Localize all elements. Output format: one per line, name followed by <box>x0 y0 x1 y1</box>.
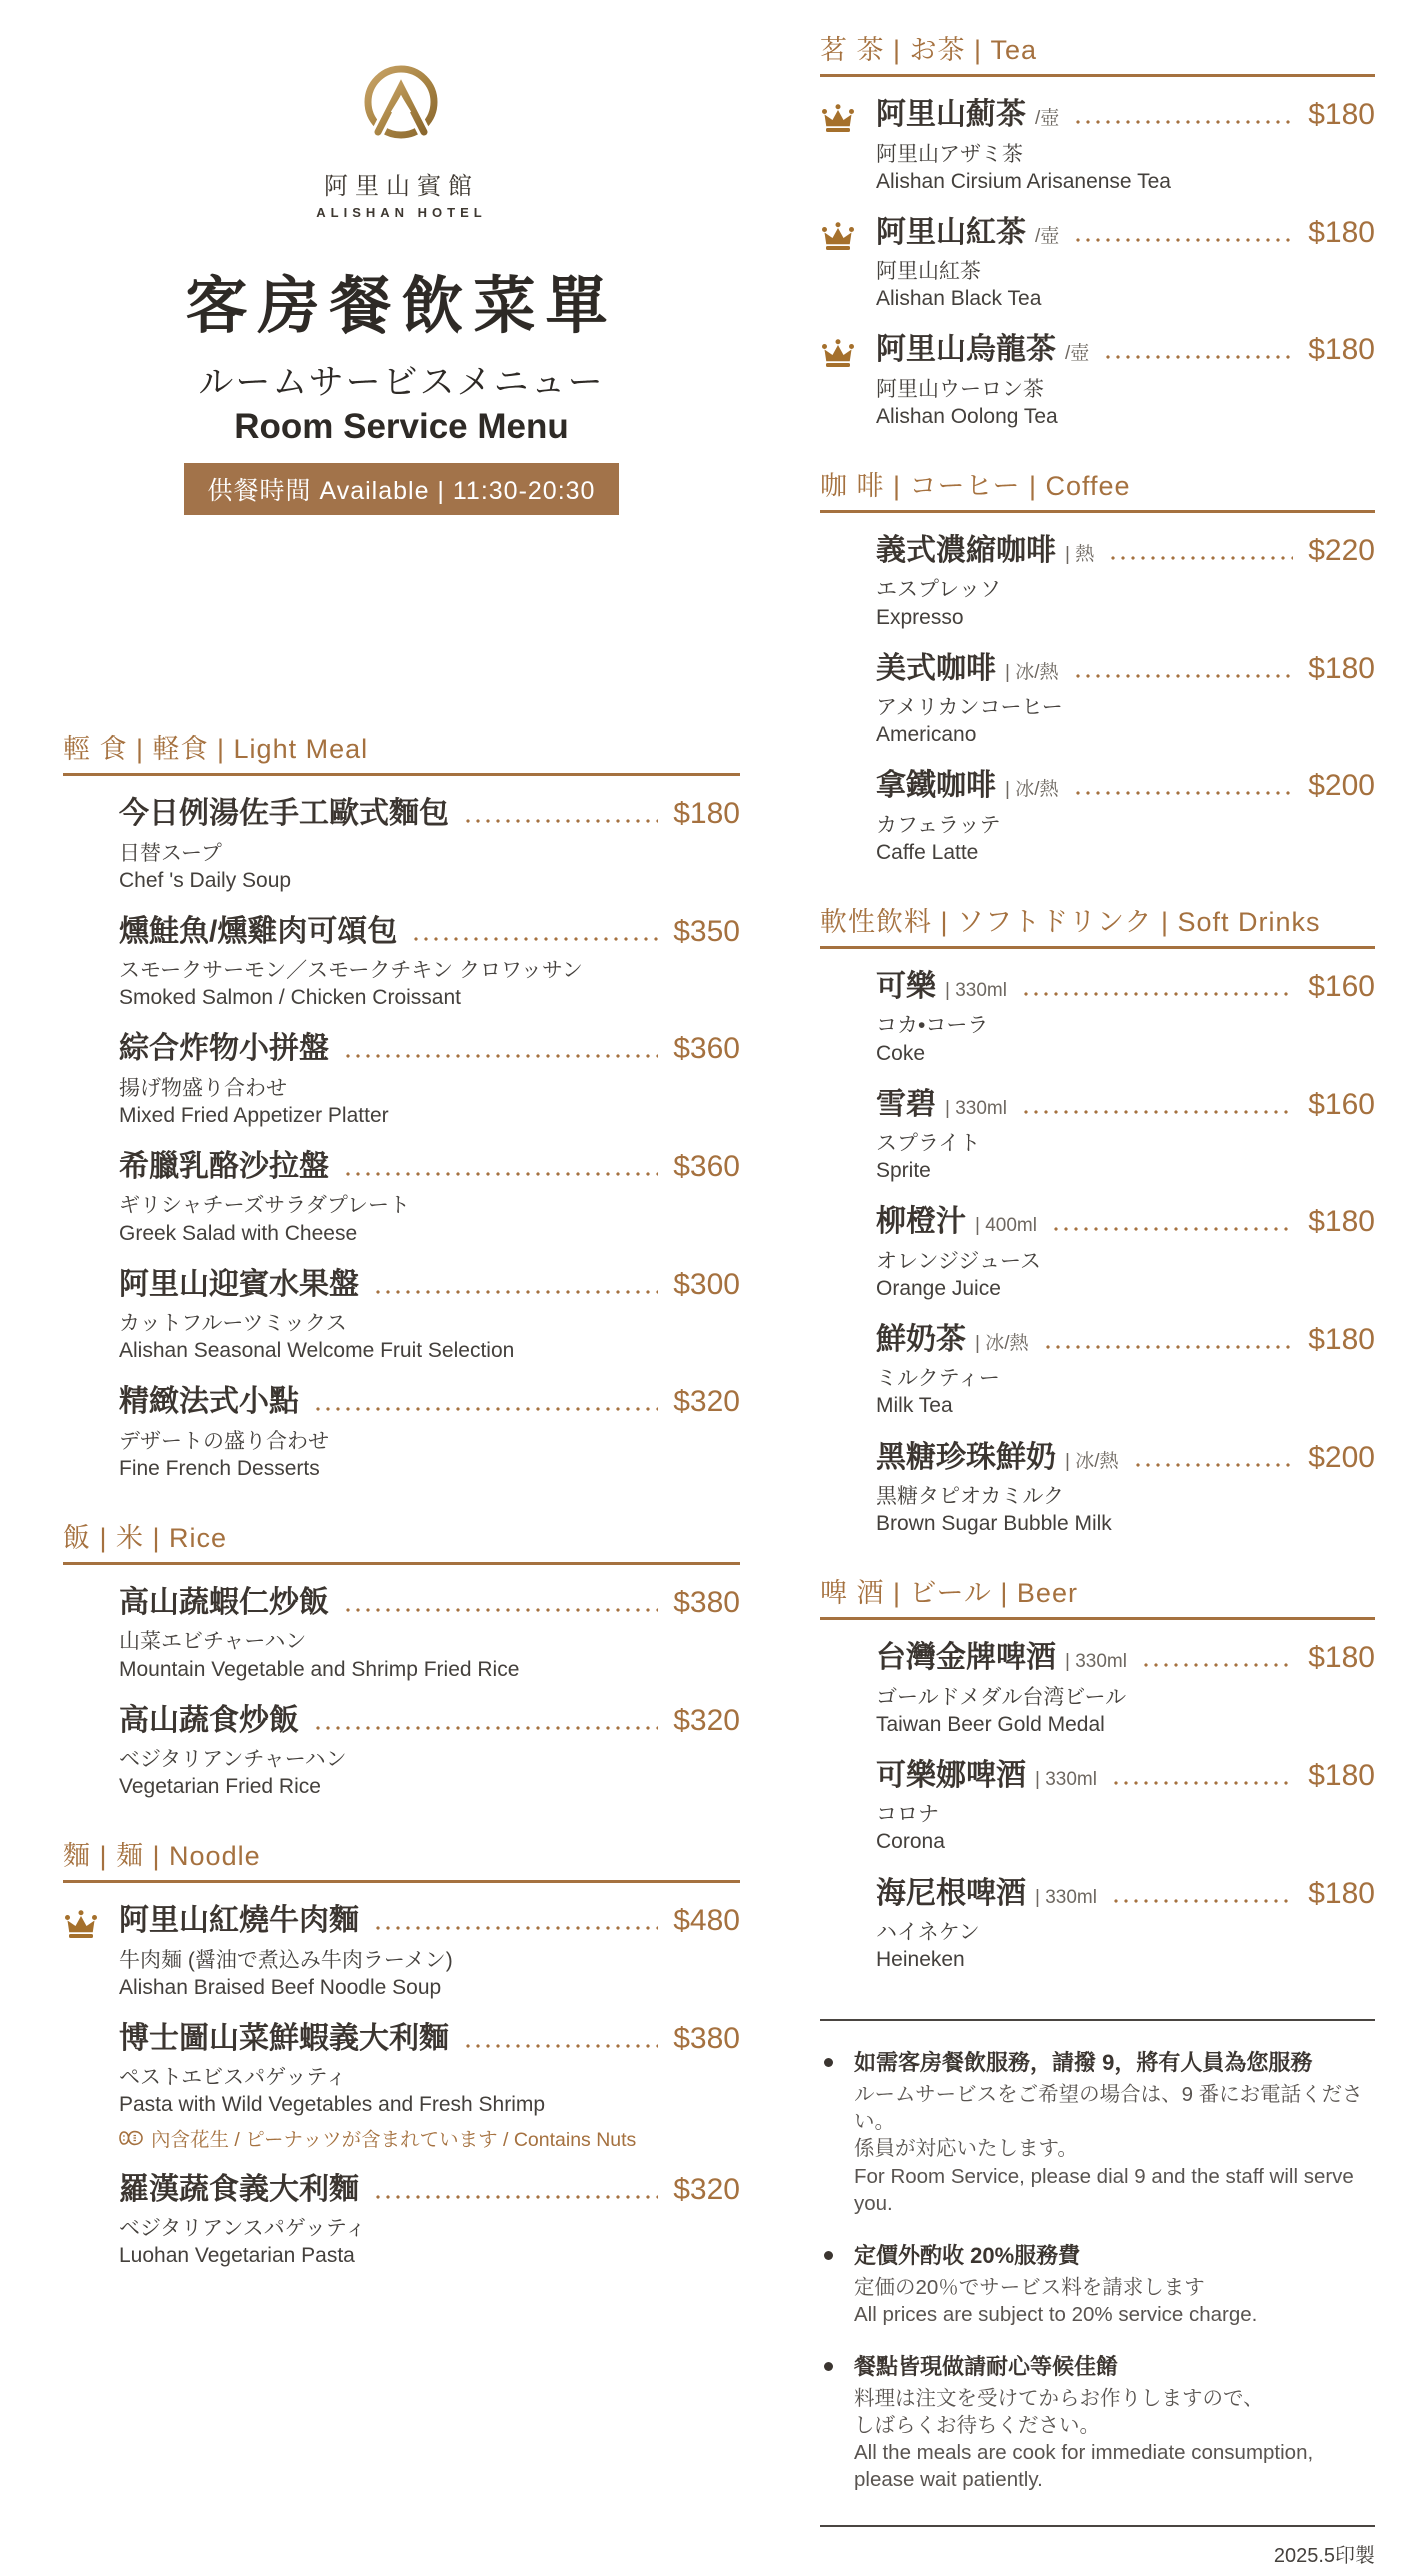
item-name-en: Greek Salad with Cheese <box>119 1221 358 1245</box>
item-name-ja: 阿里山アザミ茶 <box>876 142 1023 166</box>
item-indent <box>63 2173 119 2270</box>
item-title-row <box>119 1150 740 1185</box>
crown-icon <box>820 338 856 368</box>
item-name-ja: デザートの盛り合わせ <box>119 1429 329 1453</box>
item-name-ja: 阿里山ウーロン茶 <box>876 377 1044 401</box>
dotted-leader <box>313 1726 658 1730</box>
dotted-leader <box>1043 1345 1294 1349</box>
note-title-zh: 定價外酌收 20%服務費 <box>854 2243 1081 2269</box>
menu-item <box>820 1759 1375 1856</box>
item-name: 羅漢蔬食義大利麵 <box>119 2172 359 2206</box>
item-serving-suffix: | 冰/熱 <box>975 1332 1029 1354</box>
dotted-leader <box>463 819 658 823</box>
item-indent <box>63 1150 119 1247</box>
item-serving-suffix: | 冰/熱 <box>1005 661 1059 683</box>
item-name-ja: 黒糖タピオカミルク <box>876 1485 1064 1509</box>
note-line: 係員が対応いたします。 <box>854 2137 1078 2161</box>
item-title-row <box>876 216 1375 251</box>
item-body <box>119 2022 740 2152</box>
item-title-row <box>119 2022 740 2057</box>
item-name: 阿里山紅茶 <box>876 215 1026 249</box>
item-serving-suffix: /壺 <box>1035 225 1060 247</box>
right-sections <box>820 28 1375 1973</box>
item-name: 綜合炸物小拼盤 <box>119 1032 329 1066</box>
dotted-leader <box>373 1926 658 1930</box>
item-price: $180 <box>1308 651 1375 685</box>
item-name: 美式咖啡 <box>876 651 996 685</box>
item-price: $380 <box>673 2021 740 2055</box>
item-name: 阿里山薊茶 <box>876 98 1026 131</box>
allergy-note-text: 內含花生 / ピーナッツが含まれています / Contains Nuts <box>151 2128 637 2151</box>
dotted-leader <box>1021 992 1293 996</box>
item-title-row <box>876 1759 1375 1794</box>
section-title: 咖 啡 | コーヒー | Coffee <box>820 464 1375 513</box>
menu-item <box>63 1268 740 1365</box>
item-body <box>119 1385 740 1482</box>
item-name-en: Milk Tea <box>876 1394 953 1418</box>
item-indent <box>63 1385 119 1482</box>
item-indent <box>63 1268 119 1365</box>
signature-crown-slot <box>63 1904 119 2001</box>
item-name-en: Fine French Desserts <box>119 1456 320 1480</box>
item-title-row <box>876 1441 1375 1476</box>
item-name-en: Smoked Salmon / Chicken Croissant <box>119 986 461 1010</box>
item-name: 柳橙汁 <box>876 1205 966 1239</box>
item-body <box>876 652 1375 749</box>
item-indent <box>820 1441 876 1538</box>
item-name: 高山蔬蝦仁炒飯 <box>119 1585 329 1619</box>
menu-item <box>820 1088 1375 1185</box>
item-name: 可樂 <box>876 969 936 1003</box>
menu-item <box>820 769 1375 866</box>
item-name-ja: ベジタリアンチャーハン <box>119 1748 347 1772</box>
item-body <box>876 1323 1375 1420</box>
item-name-ja: コロナ <box>876 1803 939 1827</box>
item-body <box>876 769 1375 866</box>
mountain-ring-logo-icon <box>349 56 453 160</box>
item-name: 阿里山烏龍茶 <box>876 333 1056 367</box>
item-title-row <box>119 1704 740 1739</box>
dotted-leader <box>1051 1227 1293 1231</box>
item-name-ja: 日替スープ <box>119 841 222 865</box>
menu-section <box>820 464 1375 866</box>
item-name-en: Corona <box>876 1830 945 1854</box>
signature-crown-slot <box>820 98 876 195</box>
dotted-leader <box>343 1054 658 1058</box>
item-body <box>119 1904 740 2001</box>
item-price: $220 <box>1308 533 1375 567</box>
item-price: $200 <box>1308 769 1375 803</box>
menu-item <box>820 1205 1375 1302</box>
item-indent <box>63 797 119 894</box>
note-line: 定価の20％でサービス料を請求します <box>854 2275 1205 2299</box>
item-indent <box>820 1759 876 1856</box>
print-date: 2025.5印製 <box>1273 2544 1375 2567</box>
brand-name-zh: 阿里山賓館 <box>323 173 479 200</box>
item-title-row <box>876 1088 1375 1123</box>
dotted-leader <box>313 1407 658 1411</box>
bullet-icon <box>824 2353 854 2494</box>
item-body <box>119 1268 740 1365</box>
item-name: 博士圖山菜鮮蝦義大利麵 <box>119 2021 449 2055</box>
item-name: 拿鐵咖啡 <box>876 769 996 803</box>
item-serving-suffix: /壺 <box>1065 343 1090 365</box>
menu-item <box>63 1385 740 1482</box>
item-name-ja: コカ•コーラ <box>876 1014 989 1038</box>
item-name-ja: ゴールドメダル台湾ビール <box>876 1685 1127 1709</box>
item-name-ja: 牛肉麺 (醤油で煮込み牛肉ラーメン) <box>119 1948 453 1972</box>
item-serving-suffix: | 400ml <box>975 1215 1037 1237</box>
item-indent <box>820 970 876 1067</box>
item-name-en: Mixed Fried Appetizer Platter <box>119 1103 389 1127</box>
dotted-leader <box>1073 791 1294 795</box>
item-indent <box>63 1586 119 1683</box>
item-name: 鮮奶茶 <box>876 1322 966 1356</box>
item-indent <box>63 1032 119 1129</box>
item-indent <box>820 652 876 749</box>
available-hours-banner: 供餐時間 Available | 11:30-20:30 <box>184 463 620 515</box>
service-notes <box>820 2019 1375 2527</box>
item-body <box>119 1032 740 1129</box>
item-name: 精緻法式小點 <box>119 1385 299 1419</box>
item-title-row <box>876 1877 1375 1912</box>
item-name-ja: 阿里山紅茶 <box>876 260 981 284</box>
note-title-zh: 餐點皆現做請耐心等候佳餚 <box>854 2354 1119 2380</box>
menu-item <box>63 1150 740 1247</box>
crown-icon <box>820 221 856 251</box>
item-title-row <box>876 534 1375 569</box>
item-title-row <box>876 652 1375 687</box>
menu-section <box>820 28 1375 430</box>
allergy-note <box>119 2124 740 2152</box>
dotted-leader <box>373 2195 658 2199</box>
page-title-zh: 客房餐飲菜單 <box>185 272 618 341</box>
item-name-ja: ベジタリアンスパゲッティ <box>119 2217 367 2241</box>
item-name-en: Coke <box>876 1041 926 1065</box>
menu-item <box>820 333 1375 430</box>
note-item <box>824 2353 1371 2494</box>
item-serving-suffix: | 330ml <box>1035 1886 1097 1908</box>
item-serving-suffix: | 冰/熱 <box>1065 1450 1119 1472</box>
item-body <box>876 216 1375 313</box>
item-price: $480 <box>673 1904 740 1938</box>
menu-item <box>63 1904 740 2001</box>
menu-header <box>63 0 740 515</box>
item-serving-suffix: | 330ml <box>945 979 1007 1001</box>
menu-item <box>63 1586 740 1683</box>
item-name-ja: スプライト <box>876 1132 981 1156</box>
item-price: $360 <box>673 1149 740 1183</box>
item-title-row <box>119 1904 740 1939</box>
item-body <box>119 1586 740 1683</box>
section-title: 軟性飲料 | ソフトドリンク | Soft Drinks <box>820 900 1375 949</box>
item-price: $380 <box>673 1585 740 1619</box>
note-title-zh: 如需客房餐飲服務，請撥 9，將有人員為您服務 <box>854 2050 1313 2076</box>
dotted-leader <box>411 937 658 941</box>
dotted-leader <box>1111 1899 1293 1903</box>
item-indent <box>820 1323 876 1420</box>
item-name-en: Brown Sugar Bubble Milk <box>876 1512 1112 1536</box>
item-body <box>876 534 1375 631</box>
menu-item <box>820 216 1375 313</box>
item-name-en: Chef 's Daily Soup <box>119 868 292 892</box>
crown-icon <box>820 103 856 133</box>
dotted-leader <box>1133 1463 1294 1467</box>
item-price: $180 <box>1308 1876 1375 1910</box>
item-name: 可樂娜啤酒 <box>876 1758 1026 1792</box>
dotted-leader <box>343 1608 658 1612</box>
dotted-leader <box>1073 238 1293 242</box>
item-serving-suffix: /壺 <box>1035 108 1060 129</box>
item-serving-suffix: | 熱 <box>1065 543 1095 565</box>
item-name-en: Alishan Black Tea <box>876 287 1042 311</box>
item-title-row <box>119 797 740 832</box>
item-price: $180 <box>673 797 740 830</box>
item-name-en: Alishan Braised Beef Noodle Soup <box>119 1975 442 1999</box>
item-price: $160 <box>1308 1087 1375 1121</box>
item-name-ja: ギリシャチーズサラダプレート <box>119 1194 411 1218</box>
menu-section <box>820 900 1375 1537</box>
note-line: All prices are subject to 20% service charge. <box>854 2302 1258 2326</box>
item-name-en: Alishan Seasonal Welcome Fruit Selection <box>119 1339 515 1363</box>
page-title-ja: ルームサービスメニュー <box>198 363 605 402</box>
item-body <box>119 1150 740 1247</box>
item-price: $180 <box>1308 1641 1375 1675</box>
item-name-en: Expresso <box>876 605 964 629</box>
item-price: $320 <box>673 1703 740 1737</box>
item-name-en: Taiwan Beer Gold Medal <box>876 1712 1105 1736</box>
item-body <box>119 797 740 894</box>
item-name-ja: エスプレッソ <box>876 578 1001 602</box>
item-title-row <box>876 1641 1375 1676</box>
item-price: $320 <box>673 1385 740 1419</box>
note-line: please wait patiently. <box>854 2468 1043 2492</box>
item-price: $180 <box>1308 1205 1375 1239</box>
item-name: 高山蔬食炒飯 <box>119 1703 299 1737</box>
item-body <box>119 915 740 1012</box>
menu-item <box>63 2173 740 2270</box>
item-name-ja: ペストエビスパゲッティ <box>119 2066 347 2090</box>
item-title-row <box>119 1586 740 1621</box>
item-name: 雪碧 <box>876 1087 936 1121</box>
item-price: $180 <box>1308 333 1375 367</box>
dotted-leader <box>1111 1781 1293 1785</box>
dotted-leader <box>1141 1663 1293 1667</box>
menu-item <box>820 652 1375 749</box>
item-body <box>119 1704 740 1801</box>
item-indent <box>820 1205 876 1302</box>
menu-item <box>63 1704 740 1801</box>
dotted-leader <box>373 1290 658 1294</box>
item-title-row <box>119 915 740 950</box>
note-line: ルームサービスをご希望の場合は、9 番にお電話ください。 <box>854 2082 1363 2134</box>
menu-item <box>63 915 740 1012</box>
signature-crown-slot <box>820 216 876 313</box>
item-name-en: Heineken <box>876 1948 965 1972</box>
item-title-row <box>876 1323 1375 1358</box>
dotted-leader <box>1021 1110 1293 1114</box>
item-name-en: Vegetarian Fried Rice <box>119 1775 321 1799</box>
item-title-row <box>119 1268 740 1303</box>
item-indent <box>63 2022 119 2152</box>
note-line: しばらくお待ちください。 <box>854 2413 1100 2437</box>
item-name-en: Sprite <box>876 1159 931 1183</box>
menu-item <box>820 1641 1375 1738</box>
item-name: 黑糖珍珠鮮奶 <box>876 1440 1056 1474</box>
section-title: 飯 | 米 | Rice <box>63 1516 740 1565</box>
item-price: $180 <box>1308 1322 1375 1356</box>
item-price: $180 <box>1308 1758 1375 1792</box>
item-price: $160 <box>1308 969 1375 1003</box>
item-name-en: Alishan Cirsium Arisanense Tea <box>876 169 1171 193</box>
item-serving-suffix: | 330ml <box>1065 1651 1127 1673</box>
item-body <box>876 1877 1375 1974</box>
item-name-ja: スモークサーモン／スモークチキン クロワッサン <box>119 959 583 983</box>
item-name: 台灣金牌啤酒 <box>876 1641 1056 1675</box>
dotted-leader <box>1108 556 1293 560</box>
menu-item <box>820 1877 1375 1974</box>
note-item <box>824 2242 1371 2328</box>
item-body <box>876 970 1375 1067</box>
item-name: 義式濃縮咖啡 <box>876 533 1056 567</box>
item-indent <box>820 1641 876 1738</box>
item-serving-suffix: | 330ml <box>945 1097 1007 1119</box>
item-body <box>876 1641 1375 1738</box>
menu-section <box>820 1571 1375 1973</box>
item-body <box>876 333 1375 430</box>
item-price: $200 <box>1308 1440 1375 1474</box>
brand-name-en: ALISHAN HOTEL <box>316 205 487 220</box>
menu-item <box>820 970 1375 1067</box>
item-indent <box>63 1704 119 1801</box>
bullet-icon <box>824 2049 854 2217</box>
dotted-leader <box>463 2044 658 2048</box>
item-indent <box>820 769 876 866</box>
section-title: 麵 | 麺 | Noodle <box>63 1834 740 1883</box>
item-name-en: Luohan Vegetarian Pasta <box>119 2244 355 2268</box>
item-indent <box>820 1088 876 1185</box>
menu-section <box>63 1834 740 2269</box>
item-serving-suffix: | 冰/熱 <box>1005 779 1059 801</box>
dotted-leader <box>1073 120 1293 124</box>
note-body <box>854 2049 1371 2217</box>
item-name: 燻鮭魚/燻雞肉可頌包 <box>119 914 398 948</box>
item-indent <box>820 534 876 631</box>
item-body <box>876 98 1375 195</box>
item-name: 今日例湯佐手工歐式麵包 <box>119 797 449 830</box>
item-name-en: Orange Juice <box>876 1276 1001 1300</box>
item-name-en: Mountain Vegetable and Shrimp Fried Rice <box>119 1657 520 1681</box>
bullet-icon <box>824 2242 854 2328</box>
item-body <box>876 1205 1375 1302</box>
item-indent <box>63 915 119 1012</box>
menu-section <box>63 727 740 1482</box>
item-name-ja: カットフルーツミックス <box>119 1312 347 1336</box>
item-name-en: Alishan Oolong Tea <box>876 404 1058 428</box>
menu-section <box>63 1516 740 1800</box>
menu-item <box>820 98 1375 195</box>
section-title: 輕 食 | 軽食 | Light Meal <box>63 727 740 776</box>
item-name: 希臘乳酪沙拉盤 <box>119 1149 329 1183</box>
item-title-row <box>876 333 1375 368</box>
item-price: $320 <box>673 2172 740 2206</box>
menu-item <box>63 2022 740 2152</box>
item-title-row <box>119 1385 740 1420</box>
item-name-ja: オレンジジュース <box>876 1249 1041 1273</box>
item-name-en: Caffe Latte <box>876 840 979 864</box>
peanut-icon <box>119 2130 143 2146</box>
section-title: 茗 茶 | お茶 | Tea <box>820 28 1375 77</box>
note-line: 料理は注文を受けてからお作りしますので、 <box>854 2386 1264 2410</box>
item-title-row <box>876 98 1375 133</box>
item-indent <box>820 1877 876 1974</box>
page-title-en: Room Service Menu <box>234 407 569 446</box>
item-name: 海尼根啤酒 <box>876 1876 1026 1910</box>
menu-item <box>63 1032 740 1129</box>
item-name-ja: アメリカンコーヒー <box>876 696 1063 720</box>
item-name: 阿里山紅燒牛肉麵 <box>119 1904 359 1938</box>
section-title: 啤 酒 | ビール | Beer <box>820 1571 1375 1620</box>
item-name-ja: ミルクティー <box>876 1367 1000 1391</box>
item-price: $300 <box>673 1267 740 1301</box>
item-title-row <box>876 1205 1375 1240</box>
note-line: All the meals are cook for immediate consumption, <box>854 2441 1314 2465</box>
menu-item <box>63 797 740 894</box>
item-name-ja: ハイネケン <box>876 1921 980 1945</box>
item-body <box>876 1759 1375 1856</box>
menu-item <box>820 1441 1375 1538</box>
right-column <box>820 0 1375 2567</box>
item-serving-suffix: | 330ml <box>1035 1768 1097 1790</box>
crown-icon <box>63 1909 99 1939</box>
item-name-ja: カフェラッテ <box>876 813 1001 837</box>
item-body <box>876 1441 1375 1538</box>
dotted-leader <box>1103 355 1293 359</box>
item-price: $360 <box>673 1032 740 1066</box>
left-column <box>63 0 740 2268</box>
item-body <box>119 2173 740 2270</box>
dotted-leader <box>1073 674 1294 678</box>
item-title-row <box>876 970 1375 1005</box>
note-item <box>824 2049 1371 2217</box>
item-name-ja: 山菜エビチャーハン <box>119 1630 307 1654</box>
item-price: $350 <box>673 914 740 948</box>
signature-crown-slot <box>820 333 876 430</box>
dotted-leader <box>343 1172 658 1176</box>
item-name-ja: 揚げ物盛り合わせ <box>119 1076 287 1100</box>
item-title-row <box>119 1032 740 1067</box>
item-price: $180 <box>1308 98 1375 131</box>
item-body <box>876 1088 1375 1185</box>
column-gap <box>740 0 820 2000</box>
item-name-en: Pasta with Wild Vegetables and Fresh Shrimp <box>119 2093 546 2117</box>
hotel-logo <box>316 56 486 220</box>
menu-item <box>820 1323 1375 1420</box>
note-body <box>854 2353 1313 2494</box>
item-price: $180 <box>1308 215 1375 249</box>
item-name: 阿里山迎賓水果盤 <box>119 1267 359 1301</box>
note-body <box>854 2242 1257 2328</box>
item-title-row <box>876 769 1375 804</box>
item-name-en: Americano <box>876 723 977 747</box>
note-line: For Room Service, please dial 9 and the staff will serve you. <box>854 2164 1354 2215</box>
menu-item <box>820 534 1375 631</box>
left-sections <box>63 727 740 2269</box>
item-title-row <box>119 2173 740 2208</box>
